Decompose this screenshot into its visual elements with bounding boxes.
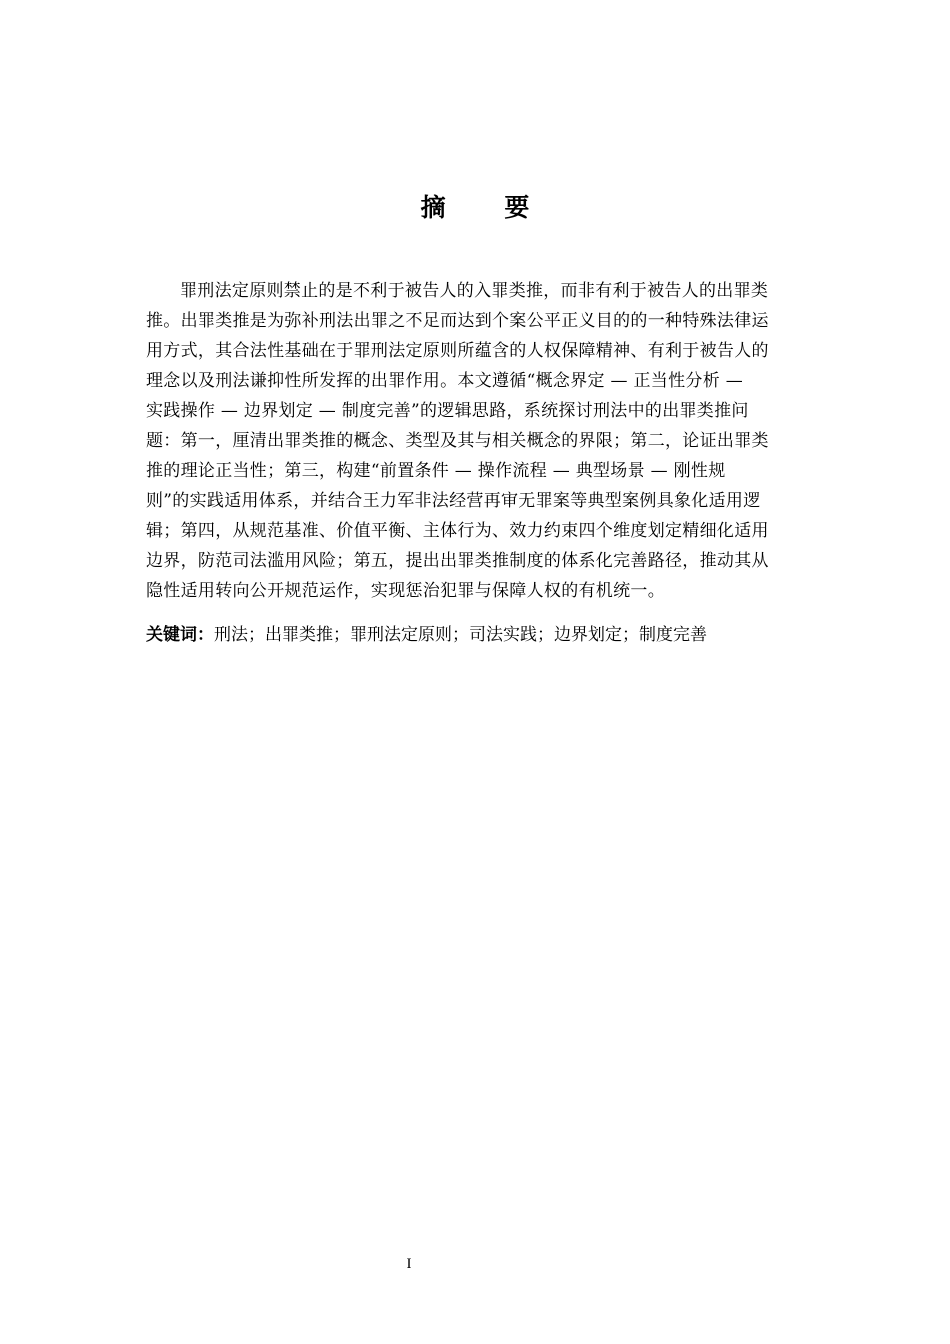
page-number: I — [406, 1256, 412, 1272]
keywords-label: 关键词： — [146, 625, 214, 645]
abstract-line: 推。出罪类推是为弥补刑法出罪之不足而达到个案公平正义目的的一种特殊法律运 — [146, 311, 769, 331]
abstract-body — [146, 276, 846, 606]
abstract-line: 边界，防范司法滥用风险；第五，提出出罪类推制度的体系化完善路径，推动其从 — [146, 551, 769, 571]
keywords-text: 刑法；出罪类推；罪刑法定原则；司法实践；边界划定；制度完善 — [214, 625, 707, 645]
abstract-line: 推的理论正当性；第三，构建“前置条件 — 操作流程 — 典型场景 — 刚性规 — [146, 461, 726, 481]
abstract-line: 题：第一，厘清出罪类推的概念、类型及其与相关概念的界限；第二，论证出罪类 — [146, 431, 769, 451]
abstract-line: 实践操作 — 边界划定 — 制度完善”的逻辑思路，系统探讨刑法中的出罪类推问 — [146, 401, 749, 421]
abstract-line: 理念以及刑法谦抑性所发挥的出罪作用。本文遵循“概念界定 — 正当性分析 — — [146, 371, 744, 391]
abstract-line: 隐性适用转向公开规范运作，实现惩治犯罪与保障人权的有机统一。 — [146, 581, 665, 601]
abstract-line: 用方式，其合法性基础在于罪刑法定原则所蕴含的人权保障精神、有利于被告人的 — [146, 341, 769, 361]
abstract-line: 辑；第四，从规范基准、价值平衡、主体行为、效力约束四个维度划定精细化适用 — [146, 521, 769, 541]
abstract-line: 罪刑法定原则禁止的是不利于被告人的入罪类推，而非有利于被告人的出罪类 — [180, 281, 769, 301]
abstract-line: 则”的实践适用体系，并结合王力军非法经营再审无罪案等典型案例具象化适用逻 — [146, 491, 761, 511]
abstract-title: 摘 要 — [420, 193, 555, 222]
keywords-line — [146, 620, 846, 650]
